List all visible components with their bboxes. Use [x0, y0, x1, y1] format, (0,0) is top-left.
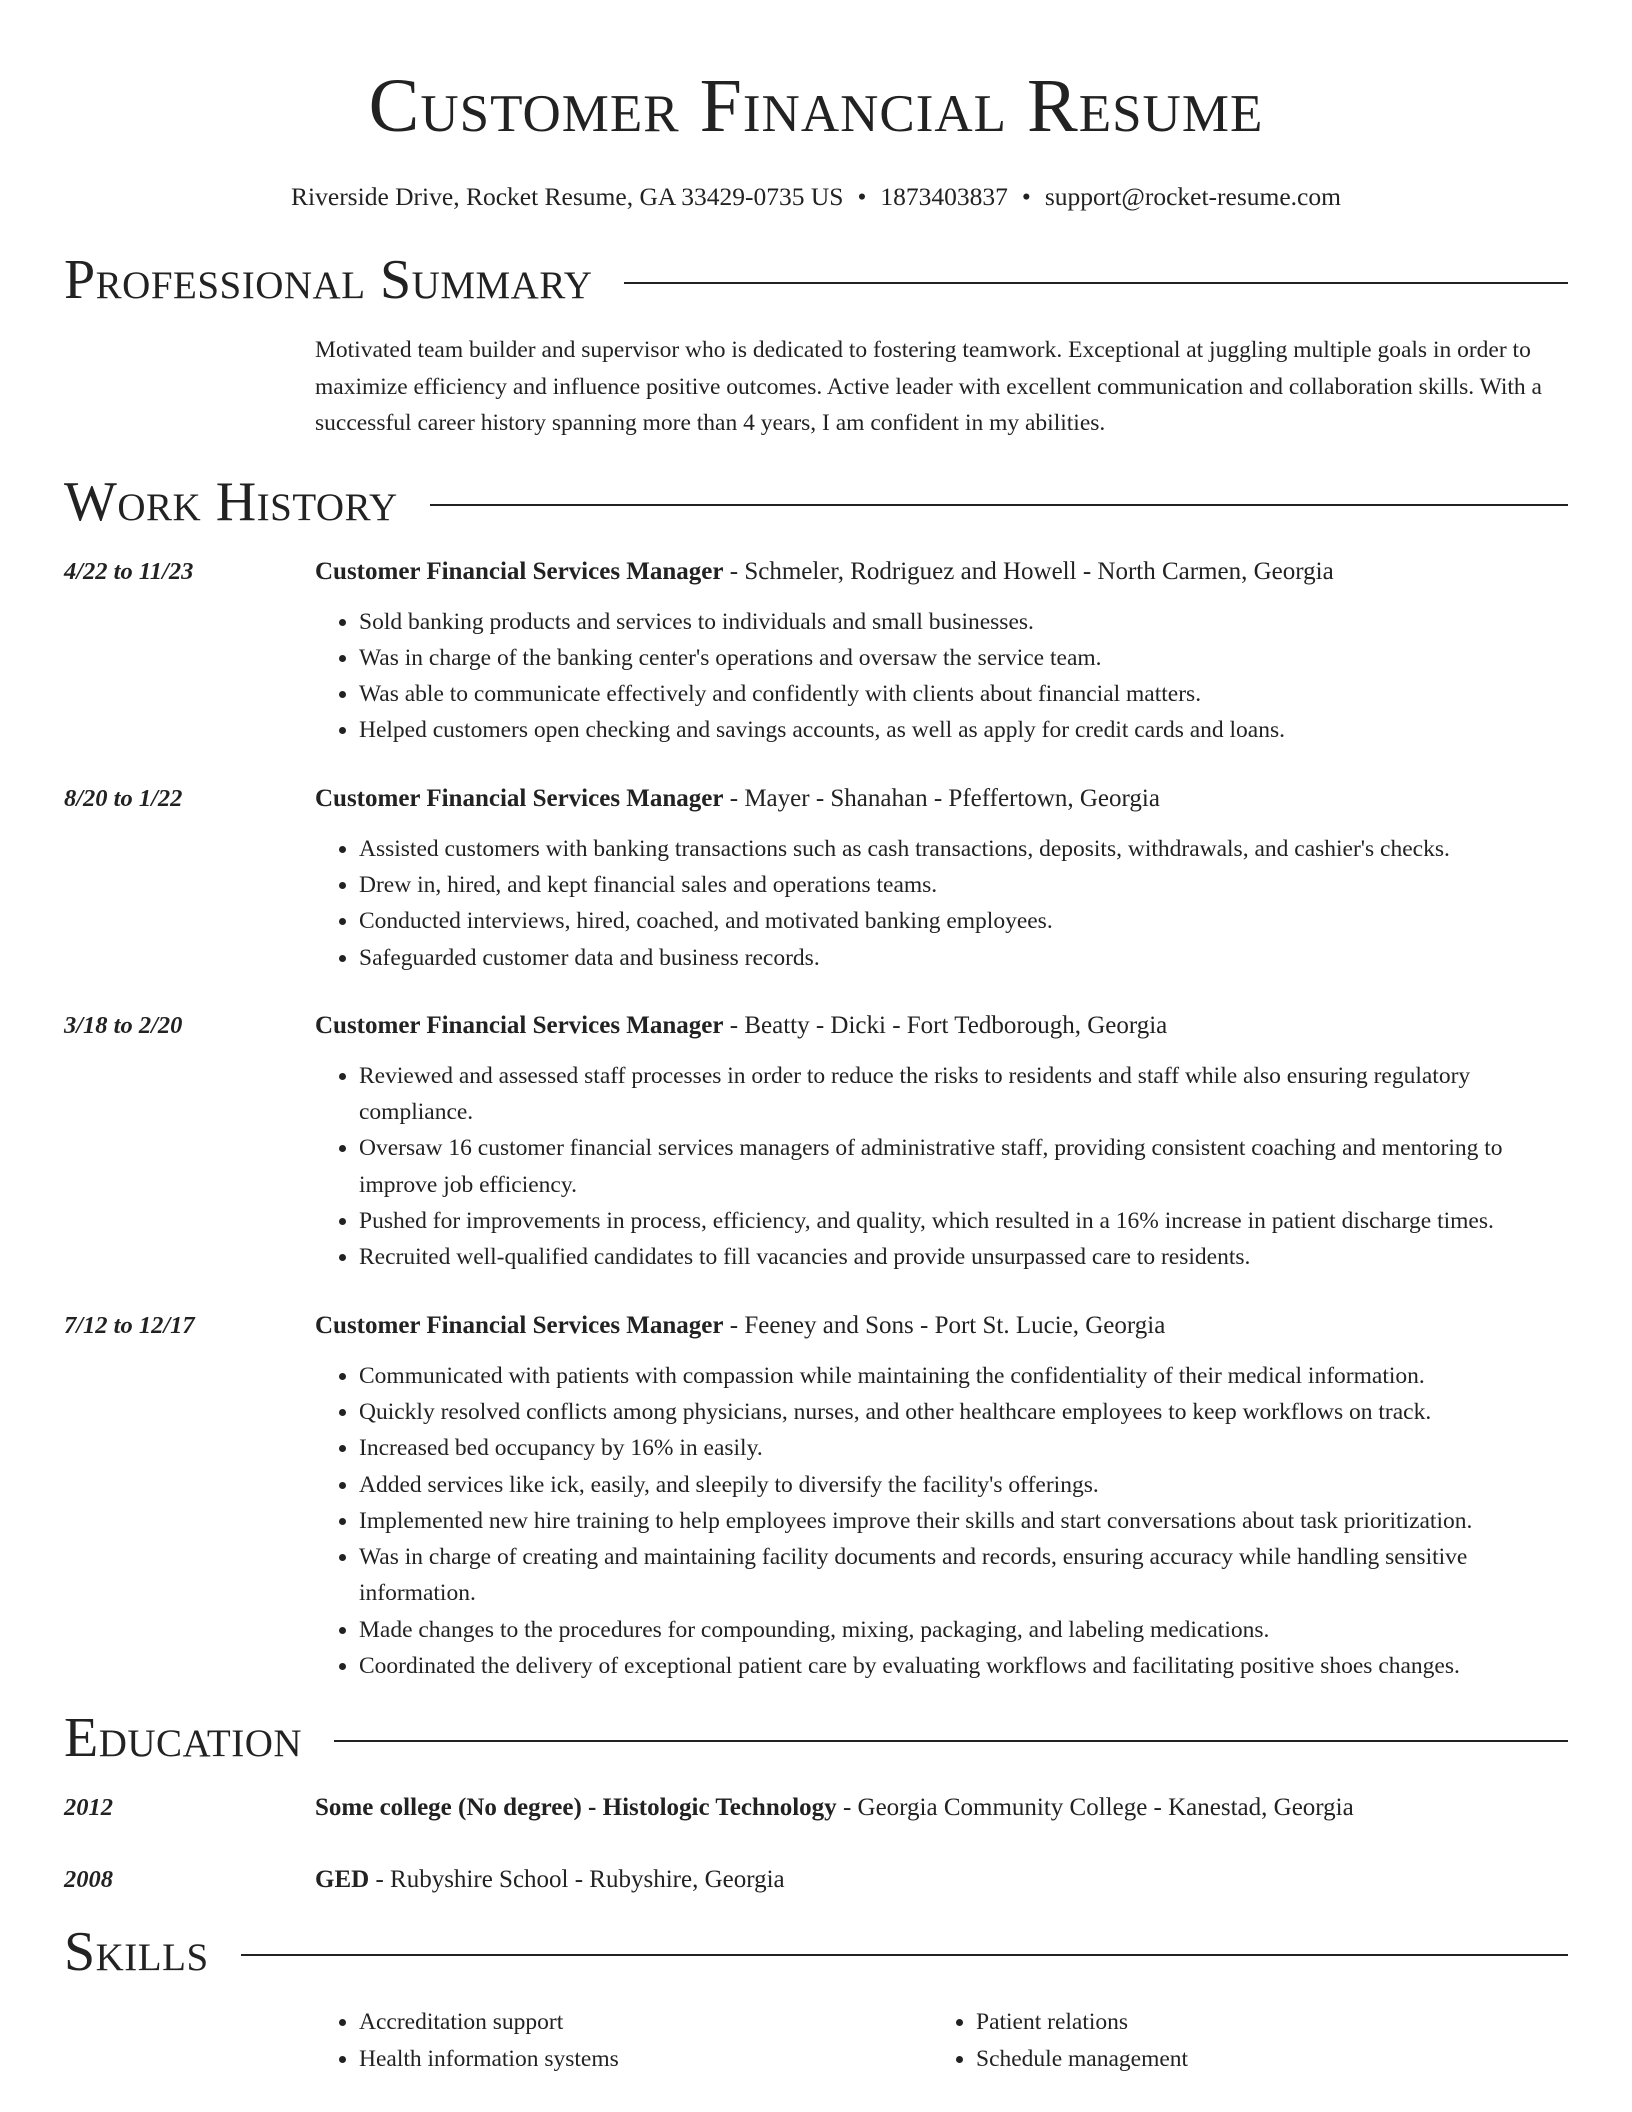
list-item: • Implemented new hire training to help employees improve their skills and start conversations about task prioritization. [359, 1503, 1568, 1539]
work-heading: Work History [64, 470, 398, 533]
job-bullets [315, 604, 1568, 749]
section-divider [241, 1954, 1568, 1956]
job-body [315, 554, 1568, 749]
skills-column-left [315, 2004, 932, 2077]
list-item: • Was able to communicate effectively and confidently with clients about financial matters. [359, 676, 1568, 712]
job-title: Customer Financial Services Manager [315, 1011, 724, 1039]
section-divider [430, 504, 1568, 506]
skills-section-header [64, 1920, 1568, 1984]
summary-section-header [64, 248, 1568, 312]
contact-separator: • [857, 182, 867, 211]
job-employer: - Beatty - Dicki - Fort Tedborough, Georgia [723, 1011, 1168, 1039]
education-entry [64, 1862, 1568, 1898]
list-item: • Helped customers open checking and savings accounts, as well as apply for credit cards and loans. [359, 712, 1568, 748]
education-school: - Rubyshire School - Rubyshire, Georgia [369, 1866, 785, 1894]
list-item: • Increased bed occupancy by 16% in easily. [359, 1430, 1568, 1466]
list-item: • Drew in, hired, and kept financial sales and operations teams. [359, 867, 1568, 903]
list-item: • Was in charge of creating and maintaining facility documents and records, ensuring accuracy while handling sensitive information. [359, 1539, 1568, 1612]
job-entry [64, 554, 1568, 749]
list-item: • Made changes to the procedures for compounding, mixing, packaging, and labeling medications. [359, 1612, 1568, 1648]
job-body [315, 781, 1568, 976]
education-body [315, 1862, 1568, 1898]
skills-list [315, 2004, 1568, 2077]
job-entry [64, 1308, 1568, 1685]
job-dates: 4/22 to 11/23 [64, 557, 194, 585]
education-entry [64, 1790, 1568, 1826]
education-heading-line [315, 1790, 1568, 1826]
summary-text: Motivated team builder and supervisor who is dedicated to fostering teamwork. Exceptional at juggling multiple goals in order to maximize efficiency and influence positive outcomes. Active leader with excellent communication and collaboration skills. With a successful career history spanning more than 4 years, I am confident in my abilities. [315, 337, 1542, 436]
job-dates: 3/18 to 2/20 [64, 1011, 183, 1039]
education-heading-line [315, 1862, 1568, 1898]
list-item: • Added services like ick, easily, and sleepily to diversify the facility's offerings. [359, 1467, 1568, 1503]
job-bullets [315, 831, 1568, 976]
job-entry [64, 781, 1568, 976]
job-heading [315, 1308, 1568, 1344]
skills-heading: Skills [64, 1921, 209, 1984]
job-title: Customer Financial Services Manager [315, 557, 724, 585]
contact-address: Riverside Drive, Rocket Resume, GA 33429-0735 US [291, 182, 844, 211]
skill-item: • Patient relations [976, 2004, 1549, 2040]
list-item: • Safeguarded customer data and business records. [359, 940, 1568, 976]
job-title: Customer Financial Services Manager [315, 784, 724, 812]
job-heading [315, 1008, 1568, 1044]
job-body [315, 1008, 1568, 1276]
list-item: • Conducted interviews, hired, coached, and motivated banking employees. [359, 903, 1568, 939]
job-dates: 7/12 to 12/17 [64, 1311, 195, 1339]
education-year: 2012 [64, 1794, 113, 1822]
resume-title: Customer Financial Resume [368, 64, 1264, 148]
skill-item: • Schedule management [976, 2041, 1549, 2077]
contact-phone: 1873403837 [880, 182, 1008, 211]
list-item: • Coordinated the delivery of exceptional patient care by evaluating workflows and facilitating positive shoes changes. [359, 1648, 1568, 1684]
list-item: • Assisted customers with banking transactions such as cash transactions, deposits, withdrawals, and cashier's checks. [359, 831, 1568, 867]
job-employer: - Mayer - Shanahan - Pfeffertown, Georgia [723, 784, 1160, 812]
job-employer: - Schmeler, Rodriguez and Howell - North Carmen, Georgia [723, 557, 1334, 585]
skills-column-right [932, 2004, 1549, 2077]
job-heading [315, 554, 1568, 590]
work-section-header [64, 470, 1568, 534]
list-item: • Oversaw 16 customer financial services managers of administrative staff, providing consistent coaching and mentoring to improve job efficiency. [359, 1130, 1568, 1203]
job-heading [315, 781, 1568, 817]
education-section-header [64, 1706, 1568, 1770]
skill-item: • Accreditation support [359, 2004, 932, 2040]
list-item: • Recruited well-qualified candidates to fill vacancies and provide unsurpassed care to residents. [359, 1239, 1568, 1275]
education-degree: GED [315, 1866, 370, 1894]
education-school: - Georgia Community College - Kanestad, Georgia [836, 1794, 1354, 1822]
job-dates: 8/20 to 1/22 [64, 784, 183, 812]
education-body [315, 1790, 1568, 1826]
education-heading: Education [64, 1707, 303, 1770]
list-item: • Communicated with patients with compassion while maintaining the confidentiality of their medical information. [359, 1358, 1568, 1394]
job-entry [64, 1008, 1568, 1276]
job-bullets [315, 1058, 1568, 1276]
education-degree: Some college (No degree) - Histologic Technology [315, 1794, 837, 1822]
section-divider [624, 282, 1568, 284]
contact-line [64, 182, 1568, 212]
list-item: • Quickly resolved conflicts among physicians, nurses, and other healthcare employees to keep workflows on track. [359, 1394, 1568, 1430]
list-item: • Was in charge of the banking center's operations and oversaw the service team. [359, 640, 1568, 676]
contact-email[interactable]: support@rocket-resume.com [1044, 182, 1341, 211]
summary-heading: Professional Summary [64, 249, 593, 311]
contact-separator: • [1021, 182, 1031, 211]
section-divider [334, 1740, 1568, 1742]
list-item: • Reviewed and assessed staff processes in order to reduce the risks to residents and staff while also ensuring regulatory compliance. [359, 1058, 1568, 1131]
job-title: Customer Financial Services Manager [315, 1311, 724, 1339]
list-item: • Pushed for improvements in process, efficiency, and quality, which resulted in a 16% increase in patient discharge times. [359, 1203, 1568, 1239]
job-employer: - Feeney and Sons - Port St. Lucie, Georgia [723, 1311, 1166, 1339]
job-bullets [315, 1358, 1568, 1685]
list-item: • Sold banking products and services to individuals and small businesses. [359, 604, 1568, 640]
job-body [315, 1308, 1568, 1685]
education-year: 2008 [64, 1866, 113, 1894]
skill-item: • Health information systems [359, 2041, 932, 2077]
